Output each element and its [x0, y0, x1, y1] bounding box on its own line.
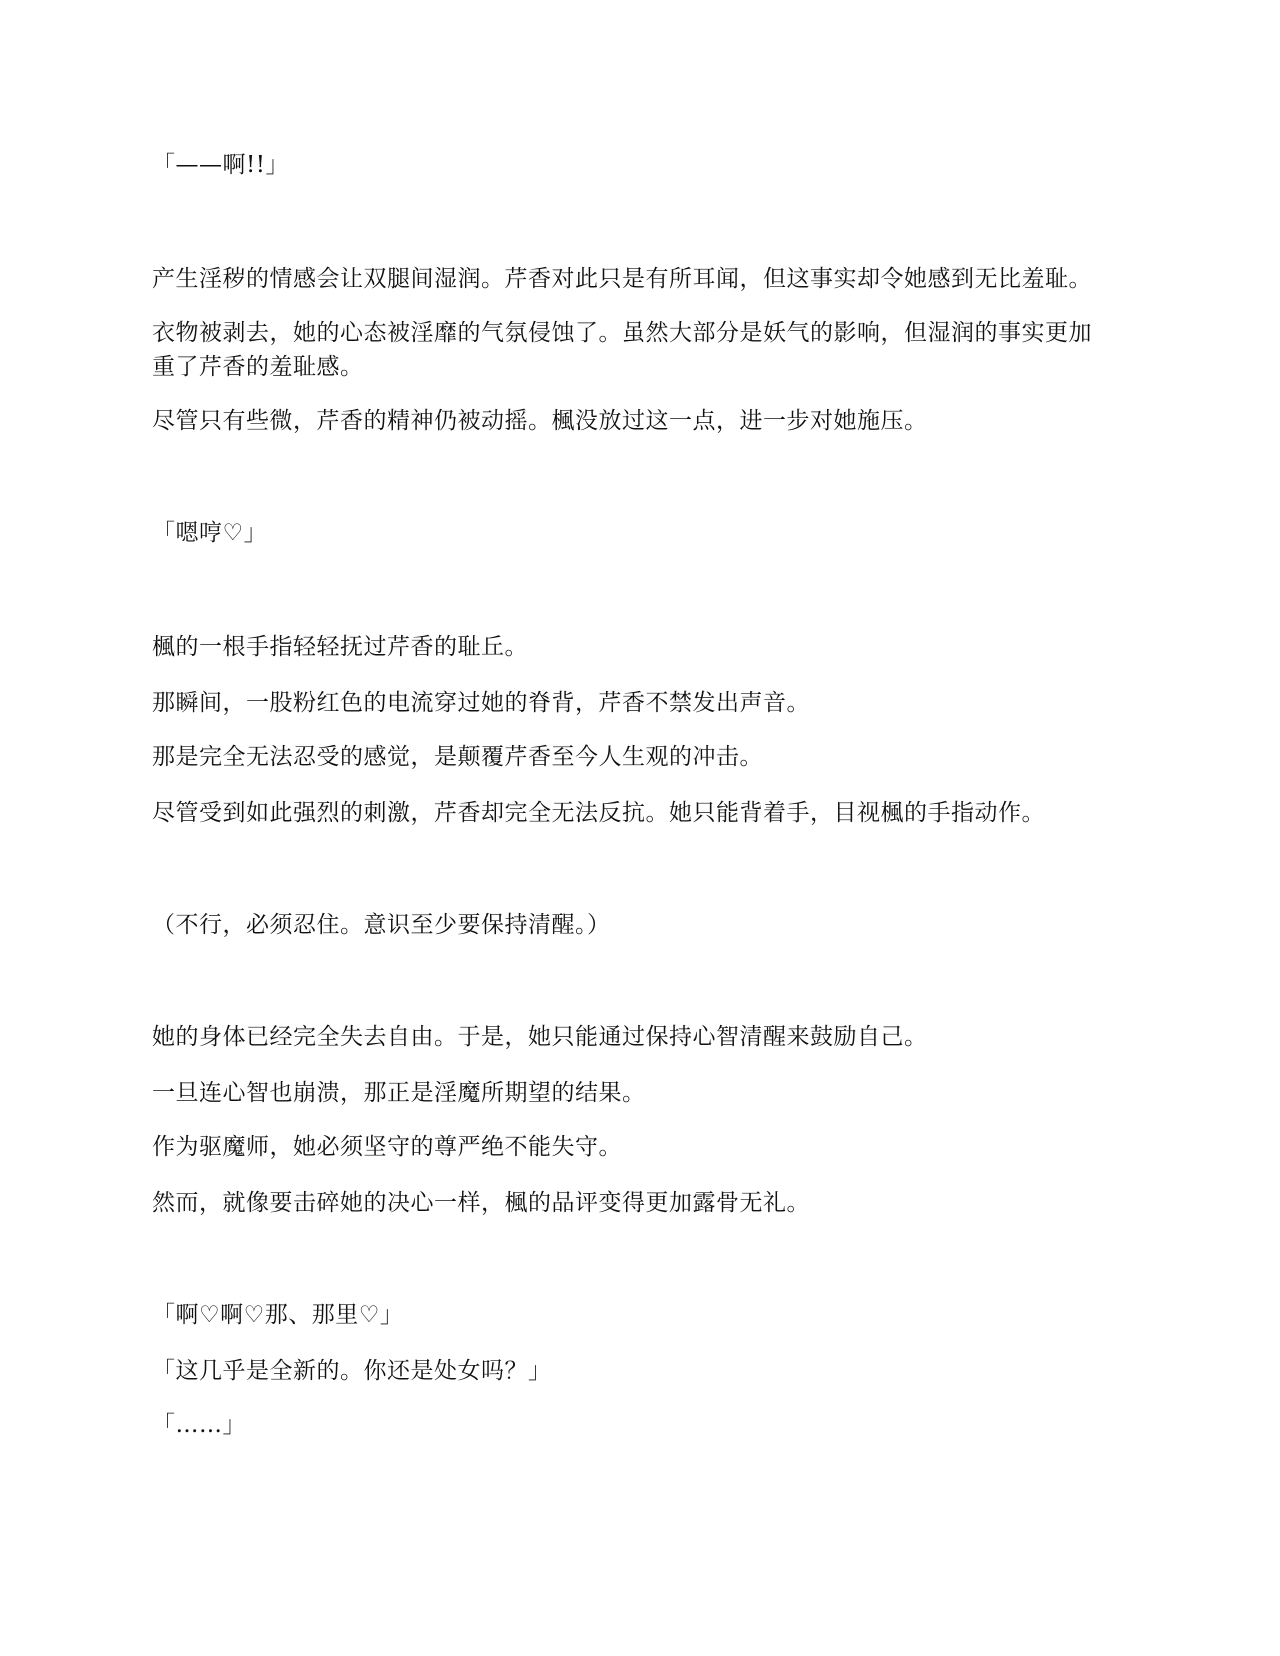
paragraph: 衣物被剥去，她的心态被淫靡的气氛侵蚀了。虽然大部分是妖气的影响，但湿润的事实更加重了芹香的羞耻感。 [152, 320, 1092, 380]
paragraph: 产生淫秽的情感会让双腿间湿润。芹香对此只是有所耳闻，但这事实却令她感到无比羞耻。 [152, 266, 1092, 292]
paragraph: 尽管只有些微，芹香的精神仍被动摇。楓没放过这一点，进一步对她施压。 [152, 408, 928, 434]
paragraph: 尽管受到如此强烈的刺激，芹香却完全无法反抗。她只能背着手，目视楓的手指动作。 [152, 800, 1045, 826]
dialogue-line: 「……」 [152, 1412, 246, 1438]
paragraph: 楓的一根手指轻轻抚过芹香的耻丘。 [152, 634, 528, 660]
dialogue-line: 「嗯哼♡」 [152, 520, 268, 546]
dialogue-line: 「——啊!!」 [152, 152, 289, 178]
paragraph: 她的身体已经完全失去自由。于是，她只能通过保持心智清醒来鼓励自己。 [152, 1024, 928, 1050]
paragraph: 一旦连心智也崩溃，那正是淫魔所期望的结果。 [152, 1080, 646, 1106]
paragraph: 那是完全无法忍受的感觉，是颠覆芹香至今人生观的冲击。 [152, 744, 763, 770]
inner-thought-line: （不行，必须忍住。意识至少要保持清醒。） [152, 912, 611, 938]
dialogue-line: 「这几乎是全新的。你还是处女吗？」 [152, 1358, 552, 1384]
paragraph: 然而，就像要击碎她的决心一样，楓的品评变得更加露骨无礼。 [152, 1190, 810, 1216]
paragraph: 那瞬间，一股粉红色的电流穿过她的脊背，芹香不禁发出声音。 [152, 690, 810, 716]
paragraph: 作为驱魔师，她必须坚守的尊严绝不能失守。 [152, 1134, 622, 1160]
dialogue-line: 「啊♡啊♡那、那里♡」 [152, 1302, 404, 1328]
